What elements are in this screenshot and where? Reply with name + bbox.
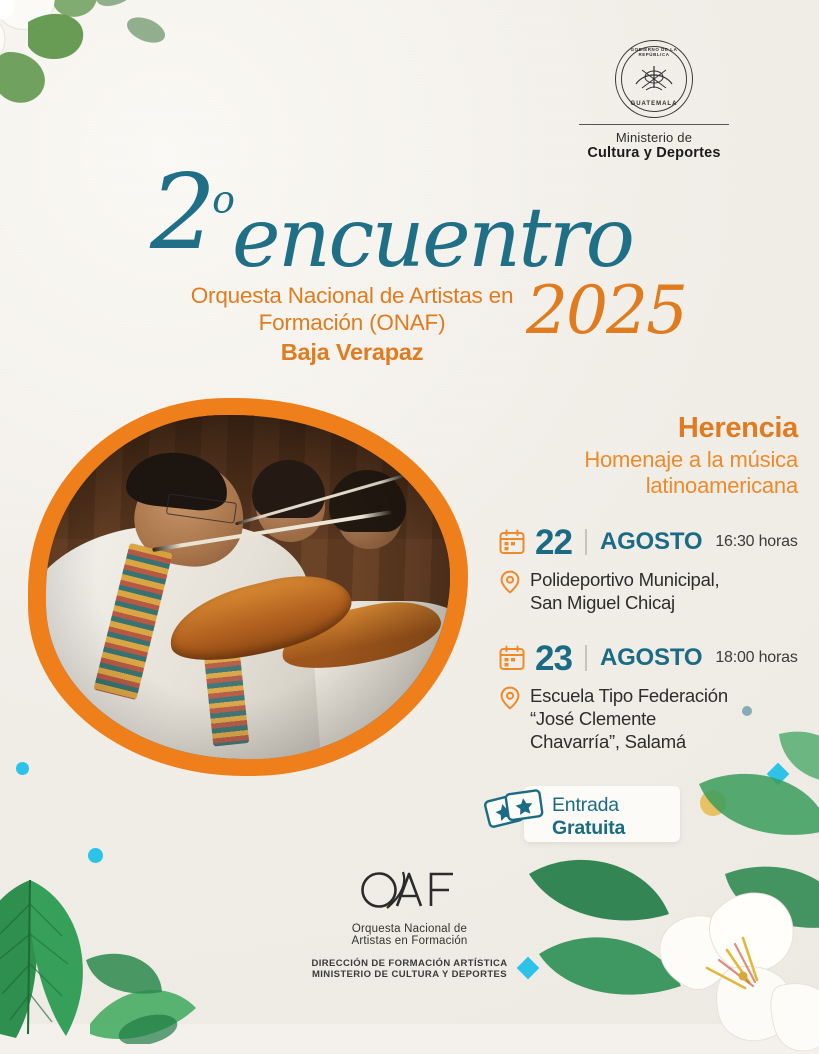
event-location-row [498,684,798,754]
crest-bottom-label: GUATEMALA [630,101,678,107]
ministry-label-line2: Cultura y Deportes [587,145,721,161]
calendar-icon [498,644,526,672]
teal-dot-decoration [700,790,726,816]
location-pin-icon [499,570,521,594]
event-venue-line2: San Miguel Chicaj [530,592,675,614]
ministry-label-line1: Ministerio de [615,130,693,145]
header-divider [579,124,729,125]
event-venue [530,684,728,754]
event-year: 2025 [526,272,686,349]
event-venue-line2: “José Clemente [530,707,657,729]
date-divider [585,529,587,555]
calendar-icon [498,528,526,556]
event-month: AGOSTO [599,644,703,671]
event-subtitle [152,282,552,367]
admission-label [552,794,625,840]
event-entry [498,522,798,615]
event-location-row [498,568,798,615]
event-entry [498,638,798,754]
program-tagline [498,447,798,499]
event-venue [530,568,719,615]
event-venue-line3: Chavarría”, Salamá [530,731,686,753]
event-time: 16:30 horas [715,533,798,551]
footer-ministry-line: MINISTERIO DE CULTURA Y DEPORTES [311,969,508,980]
admission-line1: Entrada [552,794,619,816]
date-divider [585,645,587,671]
onaf-name-line1: Orquesta Nacional de [351,923,468,935]
event-venue-line1: Polideportivo Municipal, [530,568,720,590]
edition-number-suffix: o [212,177,236,222]
program-tagline-line2: latinoamericana [645,472,798,498]
event-subtitle-line1: Orquesta Nacional de Artistas en [190,283,514,308]
tickets-icon [480,782,560,844]
government-header [549,40,759,161]
orchestra-photo [28,398,468,776]
event-month: AGOSTO [599,528,703,556]
event-subtitle-line2: Formación (ONAF) [258,310,446,336]
location-pin-icon [499,686,521,710]
event-title-script: encuentro [232,191,633,286]
cyan-dot-decoration [88,848,103,863]
edition-number-value: 2 [150,151,213,273]
admission-line2: Gratuita [552,817,626,839]
footer-direction-line: DIRECCIÓN DE FORMACIÓN ARTÍSTICA [311,958,508,969]
onaf-name-line2: Artistas en Formación [351,935,468,947]
event-day: 23 [535,638,572,678]
onaf-logo-icon [357,868,463,914]
crest-top-label: GOBIERNO DE LA REPÚBLICA [630,47,678,57]
guatemala-coat-of-arms-icon [615,40,693,118]
event-date-row [498,522,798,562]
footer-logo-block [0,868,819,980]
event-region: Baja Verapaz [280,338,424,365]
event-details [498,412,798,753]
event-time: 18:00 horas [715,649,798,666]
photo-image [46,415,450,759]
event-day: 22 [535,522,572,562]
event-date-row [498,638,798,678]
admission-badge [480,782,680,844]
program-tagline-line1: Homenaje a la música [584,447,798,472]
edition-number [150,151,236,273]
program-name: Herencia [677,412,798,444]
event-venue-line1: Escuela Tipo Federación [530,684,728,706]
